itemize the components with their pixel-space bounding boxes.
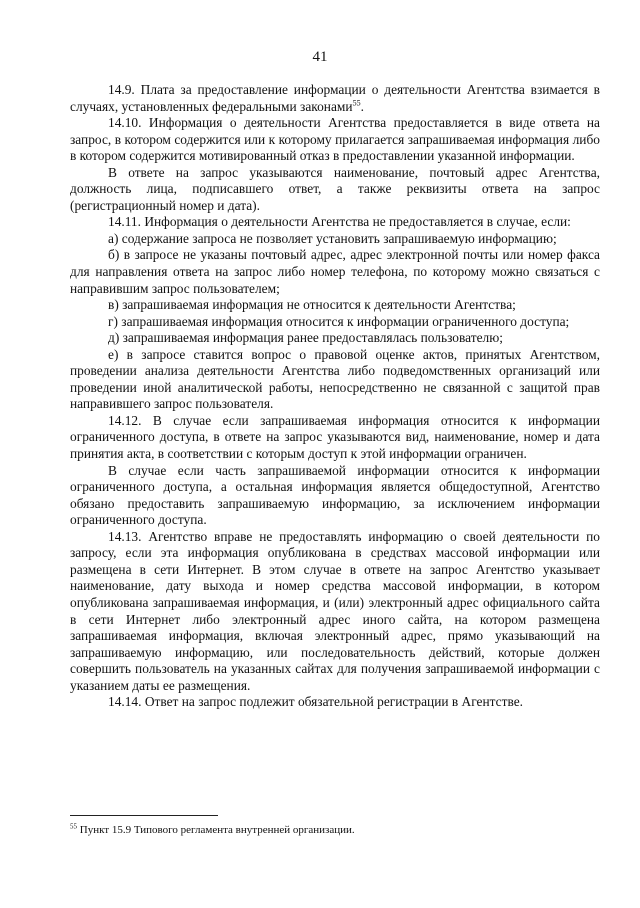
footnote <box>70 823 600 837</box>
paragraph-14-10: 14.10. Информация о деятельности Агентства предоставляется в виде ответа на запрос, в котором содержится или к которому прилагается запрашиваемая информация либо в котором содержится мотивированный отказ в предоставлении указанной информации. <box>70 115 600 164</box>
footnote-marker: 55 <box>70 822 77 831</box>
list-item-v: в) запрашиваемая информация не относится к деятельности Агентства; <box>108 297 516 313</box>
footnote-text: Пункт 15.9 Типового регламента внутренней организации. <box>77 824 355 836</box>
paragraph-partial-restricted: В случае если часть запрашиваемой информации относится к информации ограниченного доступа, а остальная информация является общедоступной, Агентство обязано предоставить запрашиваемую информацию, за исключением информации ограниченного доступа. <box>70 462 600 528</box>
paragraph-text: 14.9. Плата за предоставление информации о деятельности Агентства взимается в случаях, установленных федеральными законами <box>70 82 600 114</box>
list-item-e: е) в запросе ставится вопрос о правовой оценке актов, принятых Агентством, проведении анализа деятельности Агентства либо подведомственных организаций или проведении иной аналитической работы, непосредственно не связанной с защитой прав направившего запрос пользователя. <box>70 346 600 412</box>
document-body <box>70 82 600 711</box>
footnote-divider <box>70 815 218 816</box>
paragraph-14-13: 14.13. Агентство вправе не предоставлять информацию о своей деятельности по запросу, если эта информация опубликована в средствах массовой информации или размещена в сети Интернет. В этом случае в ответе на запрос Агентство указывает наименование, дату выхода и номер средства массовой информации, в котором опубликована запрашиваемая информация, и (или) электронный адрес официального сайта в сети Интернет либо электронный адрес иного сайта, на котором размещена запрашиваемая информация, включая электронный адрес, прямо указывающий на запрашиваемую информацию, или последовательность действий, которые должен совершить пользователь на указанных сайтах для получения запрашиваемой информации с указанием даты ее размещения. <box>70 528 600 693</box>
paragraph-14-9: 14.9. Плата за предоставление информации о деятельности Агентства взимается в случаях, установленных федеральными законами$^{55}$. <box>70 82 600 114</box>
list-item-a: а) содержание запроса не позволяет установить запрашиваемую информацию; <box>108 230 557 246</box>
paragraph-14-14: 14.14. Ответ на запрос подлежит обязательной регистрации в Агентстве. <box>108 694 523 710</box>
list-item-d: д) запрашиваемая информация ранее предоставлялась пользователю; <box>108 330 503 346</box>
page-number: 41 <box>312 49 328 65</box>
list-item-g: г) запрашиваемая информация относится к информации ограниченного доступа; <box>108 313 570 329</box>
paragraph-answer-requisites: В ответе на запрос указываются наименование, почтовый адрес Агентства, должность лица, подписавшего ответ, а также реквизиты ответа на запрос (регистрационный номер и дата). <box>70 164 600 213</box>
paragraph-14-12: 14.12. В случае если запрашиваемая информация относится к информации ограниченного доступа, в ответе на запрос указываются вид, наименование, номер и дата принятия акта, в соответствии с которым доступ к этой информации ограничен. <box>70 412 600 462</box>
list-item-b: б) в запросе не указаны почтовый адрес, адрес электронной почты или номер факса для направления ответа на запрос либо номер телефона, по которому можно связаться с направившим запрос пользователем; <box>70 247 600 296</box>
paragraph-14-11: 14.11. Информация о деятельности Агентства не предоставляется в случае, если: <box>108 214 571 230</box>
footnote-reference[interactable]: 55 <box>352 98 361 108</box>
